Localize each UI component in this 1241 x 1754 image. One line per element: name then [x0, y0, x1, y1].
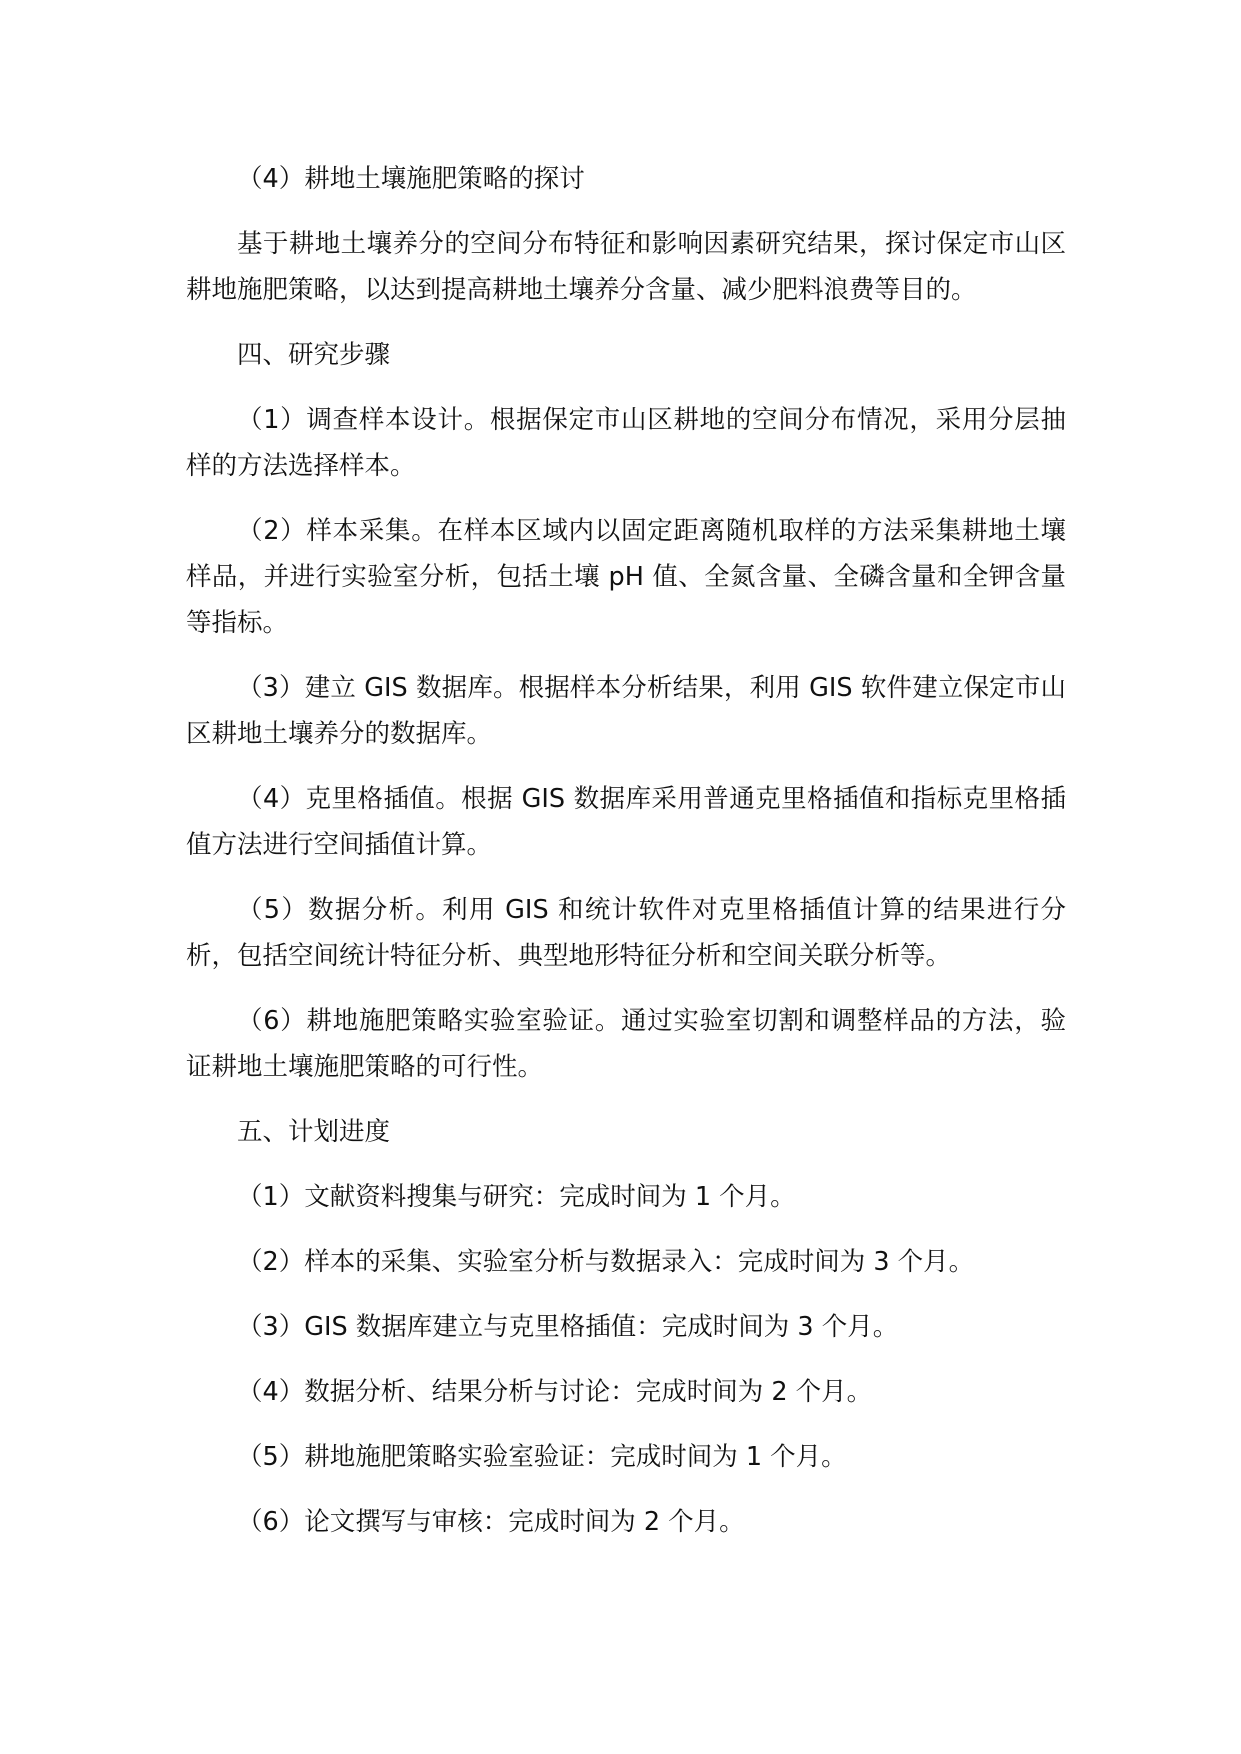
step-5-data-analysis: （5）数据分析。利用 GIS 和统计软件对克里格插值计算的结果进行分析，包括空间统计特征分析、典型地形特征分析和空间关联分析等。: [186, 895, 1066, 971]
schedule-item-5: （5）耕地施肥策略实验室验证：完成时间为 1 个月。: [237, 1442, 847, 1472]
schedule-item-4: （4）数据分析、结果分析与讨论：完成时间为 2 个月。: [237, 1377, 873, 1407]
step-1-sample-design: （1）调查样本设计。根据保定市山区耕地的空间分布情况，采用分层抽样的方法选择样本。: [186, 405, 1066, 481]
paragraph-fertilization-strategy: 基于耕地土壤养分的空间分布特征和影响因素研究结果，探讨保定市山区耕地施肥策略，以达到提高耕地土壤养分含量、减少肥料浪费等目的。: [186, 229, 1066, 305]
step-3-gis-database: （3）建立 GIS 数据库。根据样本分析结果，利用 GIS 软件建立保定市山区耕地土壤养分的数据库。: [186, 673, 1066, 749]
schedule-item-3: （3）GIS 数据库建立与克里格插值：完成时间为 3 个月。: [237, 1312, 899, 1342]
section-heading-research-steps: 四、研究步骤: [237, 340, 391, 370]
section-heading-schedule: 五、计划进度: [237, 1117, 391, 1147]
step-2-sample-collection: （2）样本采集。在样本区域内以固定距离随机取样的方法采集耕地土壤样品，并进行实验室分析，包括土壤 pH 值、全氮含量、全磷含量和全钾含量等指标。: [186, 516, 1066, 638]
schedule-item-2: （2）样本的采集、实验室分析与数据录入：完成时间为 3 个月。: [237, 1247, 975, 1277]
schedule-item-6: （6）论文撰写与审核：完成时间为 2 个月。: [237, 1507, 745, 1537]
subsection-heading-fertilization-strategy: （4）耕地土壤施肥策略的探讨: [237, 164, 585, 194]
document-body: [186, 156, 1066, 1564]
step-6-lab-verification: （6）耕地施肥策略实验室验证。通过实验室切割和调整样品的方法，验证耕地土壤施肥策略的可行性。: [186, 1006, 1066, 1082]
step-4-kriging: （4）克里格插值。根据 GIS 数据库采用普通克里格插值和指标克里格插值方法进行空间插值计算。: [186, 784, 1066, 860]
schedule-item-1: （1）文献资料搜集与研究：完成时间为 1 个月。: [237, 1182, 796, 1212]
